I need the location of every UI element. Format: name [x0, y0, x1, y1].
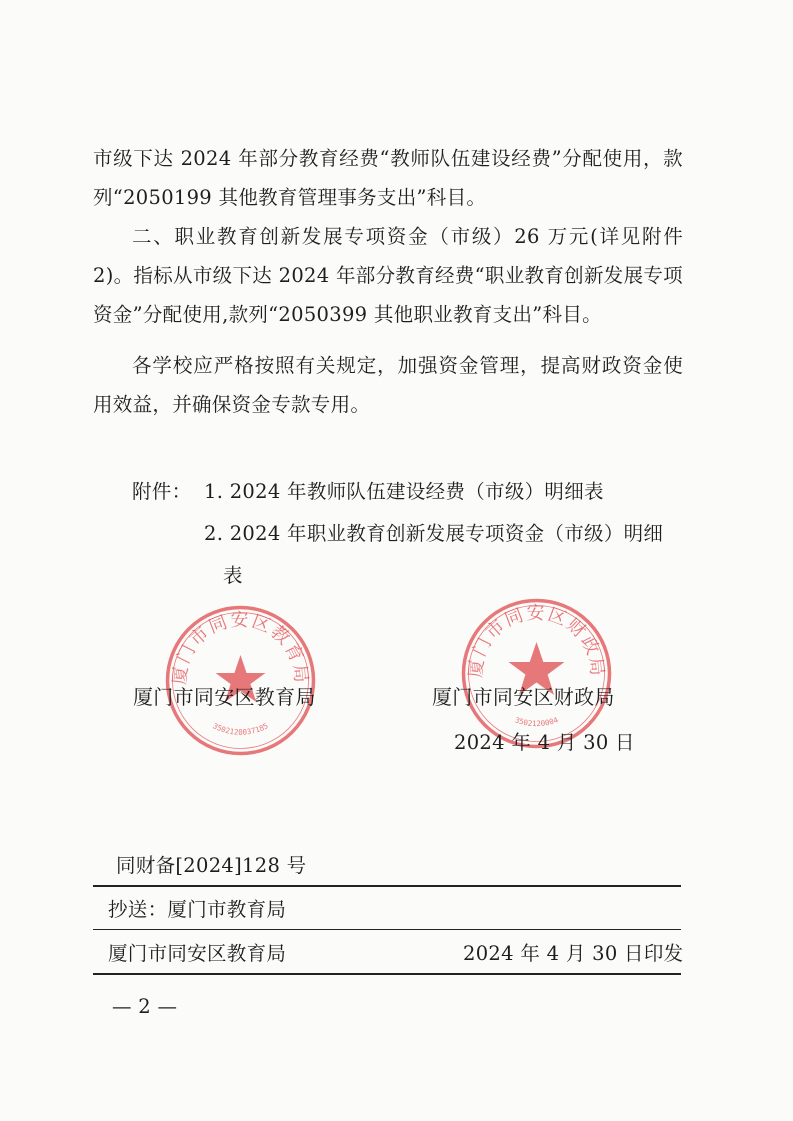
issuing-office: 厦门市同安区教育局: [108, 942, 287, 965]
footer-top-rule: [93, 885, 681, 887]
education-bureau-seal: [163, 603, 318, 758]
body-paragraph-1: 市级下达 2024 年部分教育经费“教师队伍建设经费”分配使用，款列“2050199 其他教育管理事务支出”科目。: [93, 147, 683, 209]
signature-date: 2024 年 4 月 30 日: [454, 731, 635, 754]
finance-bureau-seal: [459, 596, 614, 751]
footer-middle-rule: [93, 929, 681, 930]
svg-text:3502120004: [514, 715, 560, 728]
cc-line: 抄送：厦门市教育局: [108, 898, 287, 921]
body-paragraph-3: 各学校应严格按照有关规定，加强资金管理，提高财政资金使用效益，并确保资金专款专用。: [93, 354, 683, 416]
footer-bottom-rule: [93, 973, 681, 975]
page-number: — 2 —: [112, 995, 178, 1018]
right-seal-text: 厦门市同安区财政局: [465, 603, 608, 679]
left-signature-org: 厦门市同安区教育局: [133, 685, 316, 709]
right-signature-org: 厦门市同安区财政局: [432, 685, 615, 709]
left-seal-text: 厦门市同安区教育局: [169, 610, 312, 686]
attachment-item-2-line-2: 表: [223, 564, 243, 587]
attachment-label: 附件：: [132, 480, 192, 503]
attachment-item-1: 1. 2024 年教师队伍建设经费（市级）明细表: [204, 480, 604, 503]
left-seal-code: 3502120037185: [211, 721, 270, 737]
document-number: 同财备[2024]128 号: [116, 854, 307, 877]
body-paragraph-2: 二、职业教育创新发展专项资金（市级）26 万元(详见附件 2)。指标从市级下达 2024 年部分教育经费“职业教育创新发展专项资金”分配使用,款列“2050399 其他职业教育支出”科目。: [93, 225, 683, 326]
issue-date: 2024 年 4 月 30 日印发: [463, 942, 684, 965]
svg-text:3502120037185: [211, 721, 269, 737]
right-seal-code: 3502120004: [513, 715, 560, 729]
attachment-item-2-line-1: 2. 2024 年职业教育创新发展专项资金（市级）明细: [204, 522, 664, 545]
